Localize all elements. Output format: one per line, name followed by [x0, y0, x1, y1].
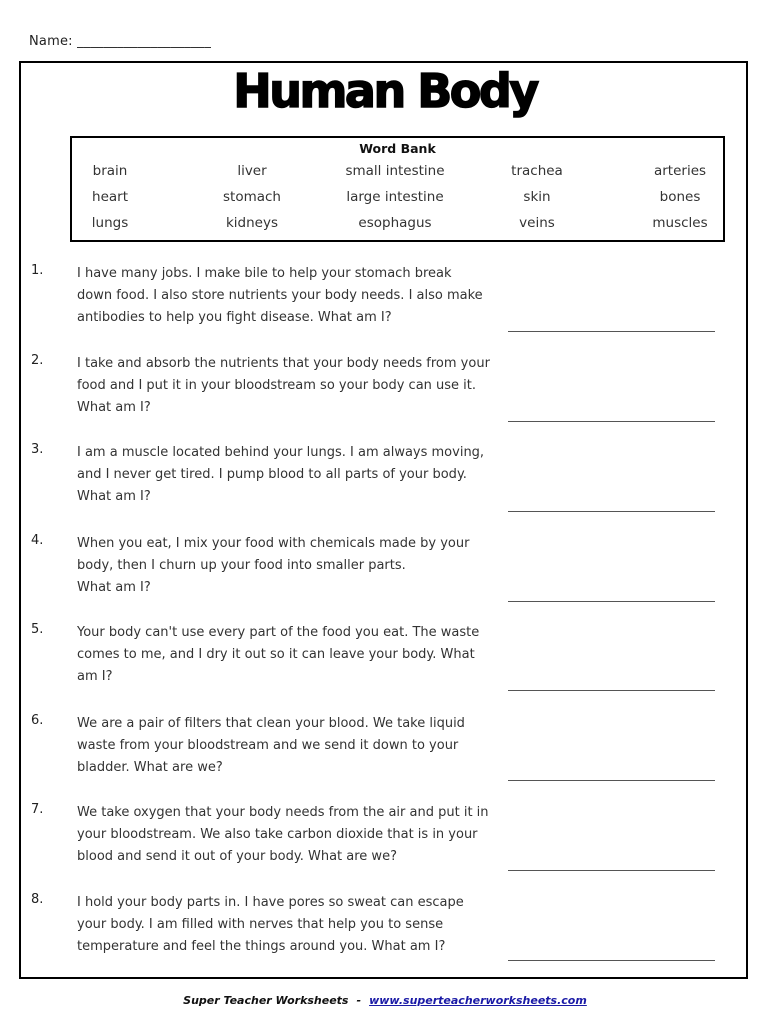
word-bank-item: large intestine — [346, 189, 444, 205]
word-bank-item: arteries — [653, 163, 707, 179]
question-line: What am I? — [77, 400, 151, 415]
question-number: 3. — [31, 442, 44, 457]
question-line: bladder. What are we? — [77, 760, 223, 775]
answer-blank-5[interactable] — [508, 690, 715, 691]
question-text — [77, 622, 505, 688]
question-line: your body. I am filled with nerves that help you to sense — [77, 917, 444, 932]
question-line: am I? — [77, 669, 113, 684]
answer-blank-6[interactable] — [508, 780, 715, 781]
question-line: food and I put it in your bloodstream so your body can use it. — [77, 378, 477, 393]
word-bank-item: veins — [519, 215, 555, 231]
question-text — [77, 713, 505, 779]
word-bank-item: lungs — [91, 215, 129, 231]
question-number: 2. — [31, 353, 44, 368]
question-line: I have many jobs. I make bile to help your stomach break — [77, 266, 452, 281]
question-line: When you eat, I mix your food with chemicals made by your — [77, 536, 470, 551]
question-line: temperature and feel the things around you. What am I? — [77, 939, 446, 954]
question-line: I take and absorb the nutrients that your body needs from your — [77, 356, 490, 371]
question-number: 8. — [31, 892, 44, 907]
word-bank-item: skin — [523, 189, 551, 205]
answer-blank-2[interactable] — [508, 421, 715, 422]
word-bank-item: muscles — [652, 215, 708, 231]
footer-link[interactable]: www.superteacherworksheets.com — [369, 994, 587, 1007]
question-line: comes to me, and I dry it out so it can leave your body. What — [77, 647, 475, 662]
question-number: 7. — [31, 802, 44, 817]
answer-blank-7[interactable] — [508, 870, 715, 871]
word-bank-item: stomach — [223, 189, 281, 205]
answer-blank-4[interactable] — [508, 601, 715, 602]
word-bank-item: trachea — [511, 163, 563, 179]
question-line: and I never get tired. I pump blood to all parts of your body. — [77, 467, 467, 482]
question-line: body, then I churn up your food into smaller parts. — [77, 558, 406, 573]
question-text — [77, 892, 505, 958]
question-line: blood and send it out of your body. What are we? — [77, 849, 397, 864]
question-line: antibodies to help you fight disease. What am I? — [77, 310, 392, 325]
question-line: We are a pair of filters that clean your blood. We take liquid — [77, 716, 465, 731]
question-line: waste from your bloodstream and we send it down to your — [77, 738, 459, 753]
question-line: We take oxygen that your body needs from the air and put it in — [77, 805, 489, 820]
question-line: down food. I also store nutrients your body needs. I also make — [77, 288, 483, 303]
question-text — [77, 442, 505, 508]
answer-blank-1[interactable] — [508, 331, 715, 332]
word-bank-item: kidneys — [225, 215, 279, 231]
answer-blank-3[interactable] — [508, 511, 715, 512]
word-bank-item: esophagus — [358, 215, 432, 231]
question-line: I hold your body parts in. I have pores so sweat can escape — [77, 895, 464, 910]
name-field-label: Name: ____________________ — [29, 34, 212, 49]
word-bank-item: liver — [237, 163, 267, 179]
question-line: What am I? — [77, 489, 151, 504]
question-number: 4. — [31, 533, 44, 548]
word-bank-item: small intestine — [345, 163, 445, 179]
worksheet-title: Human Body — [233, 64, 537, 118]
question-text — [77, 263, 505, 329]
question-text — [77, 533, 505, 599]
question-line: I am a muscle located behind your lungs. I am always moving, — [77, 445, 485, 460]
word-bank-item: bones — [659, 189, 701, 205]
footer-separator: - — [356, 994, 362, 1007]
question-number: 1. — [31, 263, 44, 278]
question-text — [77, 353, 505, 419]
question-text — [77, 802, 505, 868]
word-bank-title: Word Bank — [359, 141, 436, 156]
word-bank-item: heart — [92, 189, 128, 205]
question-number: 5. — [31, 622, 44, 637]
question-line: your bloodstream. We also take carbon dioxide that is in your — [77, 827, 478, 842]
word-bank-item: brain — [92, 163, 128, 179]
question-line: What am I? — [77, 580, 151, 595]
question-number: 6. — [31, 713, 44, 728]
word-bank — [70, 136, 725, 242]
footer-brand: Super Teacher Worksheets — [183, 994, 349, 1007]
answer-blank-8[interactable] — [508, 960, 715, 961]
footer — [0, 994, 770, 1007]
question-line: Your body can't use every part of the food you eat. The waste — [77, 625, 480, 640]
